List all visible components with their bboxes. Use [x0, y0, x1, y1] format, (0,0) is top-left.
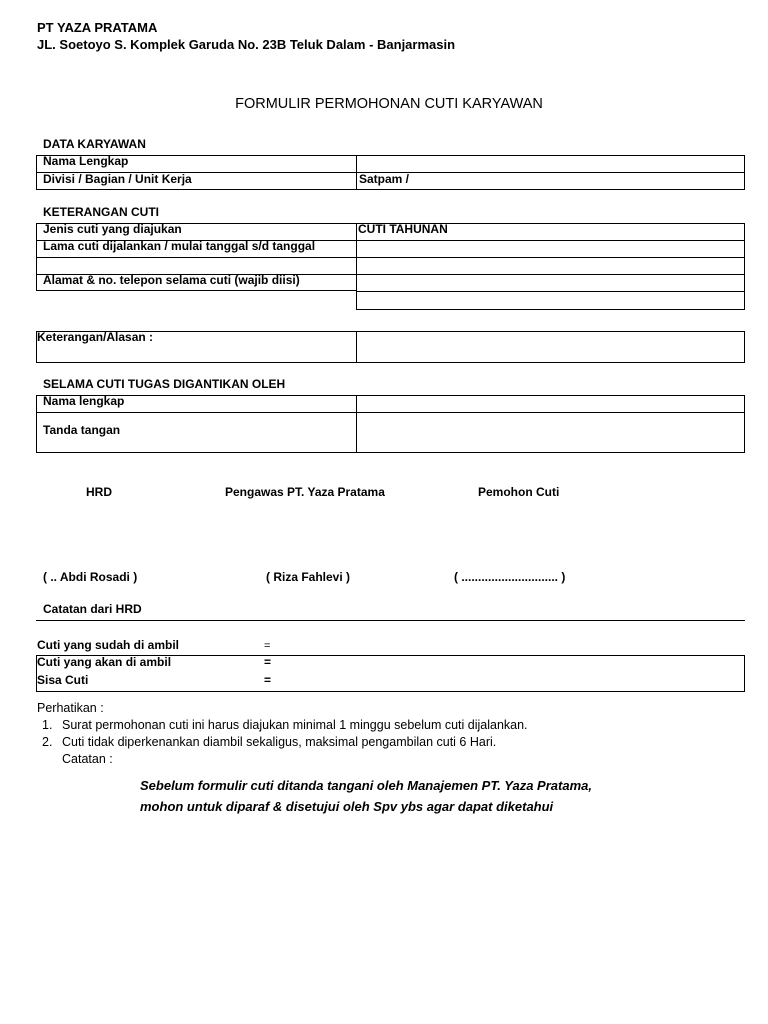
table-divider	[36, 412, 745, 413]
catatan-label: Catatan :	[62, 752, 113, 766]
table-divider	[36, 257, 745, 258]
table-divider	[356, 223, 357, 310]
perhatikan-heading: Perhatikan :	[37, 701, 104, 715]
alasan-label: Keterangan/Alasan :	[37, 330, 154, 344]
perhatikan-item: Cuti tidak diperkenankan diambil sekaligus, maksimal pengambilan cuti 6 Hari.	[62, 735, 497, 749]
pengganti-nama-label: Nama lengkap	[43, 394, 125, 408]
cuti-sudah-eq: =	[264, 640, 271, 652]
footer-note-line1: Sebelum formulir cuti ditanda tangani oleh Manajemen PT. Yaza Pratama,	[140, 778, 592, 793]
perhatikan-item: Surat permohonan cuti ini harus diajukan minimal 1 minggu sebelum cuti dijalankan.	[62, 718, 528, 732]
perhatikan-num-2: 2.	[42, 735, 53, 749]
table-divider	[36, 620, 745, 621]
lama-cuti-label: Lama cuti dijalankan / mulai tanggal s/d tanggal	[43, 239, 316, 253]
company-address: JL. Soetoyo S. Komplek Garuda No. 23B Teluk Dalam - Banjarmasin	[37, 37, 456, 52]
table-divider	[356, 309, 745, 310]
table-divider	[356, 155, 357, 190]
jenis-cuti-label: Jenis cuti yang diajukan	[43, 222, 182, 236]
form-title: FORMULIR PERMOHONAN CUTI KARYAWAN	[235, 96, 543, 112]
data-karyawan-heading: DATA KARYAWAN	[43, 137, 146, 151]
table-divider	[356, 395, 357, 453]
sig-pemohon-title: Pemohon Cuti	[478, 485, 560, 499]
sisa-cuti-label: Sisa Cuti	[37, 673, 89, 687]
sig-hrd-title: HRD	[86, 485, 112, 499]
cuti-sudah-label: Cuti yang sudah di ambil	[37, 638, 180, 652]
table-divider	[356, 291, 745, 292]
jenis-cuti-field[interactable]: CUTI TAHUNAN	[358, 222, 448, 236]
keterangan-cuti-heading: KETERANGAN CUTI	[43, 205, 159, 219]
table-divider	[744, 223, 745, 310]
table-divider	[356, 331, 357, 363]
pengganti-heading: SELAMA CUTI TUGAS DIGANTIKAN OLEH	[43, 377, 286, 391]
sisa-cuti-eq: =	[264, 673, 272, 687]
sig-pengawas-name: ( Riza Fahlevi )	[266, 570, 351, 584]
pengganti-ttd-label: Tanda tangan	[43, 423, 121, 437]
sig-pengawas-title: Pengawas PT. Yaza Pratama	[225, 485, 385, 499]
catatan-hrd-heading: Catatan dari HRD	[43, 602, 142, 616]
footer-note-line2: mohon untuk diparaf & disetujui oleh Spv ybs agar dapat diketahui	[140, 799, 554, 814]
company-name: PT YAZA PRATAMA	[37, 20, 158, 35]
sig-pemohon-name: ( ............................. )	[454, 570, 566, 584]
nama-lengkap-label: Nama Lengkap	[43, 154, 129, 168]
sig-hrd-name: ( .. Abdi Rosadi )	[43, 570, 138, 584]
perhatikan-num-1: 1.	[42, 718, 53, 732]
divisi-field[interactable]: Satpam /	[359, 172, 410, 186]
cuti-akan-eq: =	[264, 655, 272, 669]
alamat-label: Alamat & no. telepon selama cuti (wajib diisi)	[43, 273, 300, 287]
table-divider	[36, 290, 357, 291]
divisi-label: Divisi / Bagian / Unit Kerja	[43, 172, 192, 186]
pengganti-table	[36, 395, 745, 453]
cuti-akan-label: Cuti yang akan di ambil	[37, 655, 172, 669]
table-divider	[36, 223, 37, 291]
